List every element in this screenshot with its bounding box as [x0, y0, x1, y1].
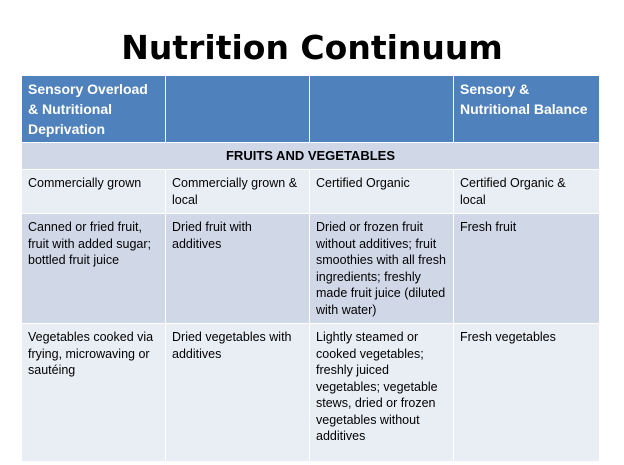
nutrition-continuum-table [21, 75, 600, 462]
table-row [22, 170, 600, 214]
table-cell: Certified Organic [310, 170, 454, 214]
table-row [22, 324, 600, 462]
table-cell: Certified Organic & local [454, 170, 600, 214]
table-cell: Canned or fried fruit, fruit with added sugar; bottled fruit juice [22, 214, 166, 324]
header-sensory-balance: Sensory & Nutritional Balance [454, 76, 600, 143]
table-header-row [22, 76, 600, 143]
header-blank-3 [310, 76, 454, 143]
header-blank-2 [166, 76, 310, 143]
table-cell: Lightly steamed or cooked vegetables; freshly juiced vegetables; vegetable stews, dried or frozen vegetables without additives [310, 324, 454, 462]
table-cell: Dried vegetables with additives [166, 324, 310, 462]
table-cell: Commercially grown [22, 170, 166, 214]
table-cell: Vegetables cooked via frying, microwaving or sautéing [22, 324, 166, 462]
slide-title: Nutrition Continuum [121, 28, 503, 67]
header-sensory-overload: Sensory Overload & Nutritional Deprivation [22, 76, 166, 143]
table-row [22, 214, 600, 324]
section-row [22, 143, 600, 170]
table-cell: Fresh fruit [454, 214, 600, 324]
table-cell: Fresh vegetables [454, 324, 600, 462]
section-fruits-vegetables: FRUITS AND VEGETABLES [22, 143, 600, 170]
table-cell: Dried or frozen fruit without additives; fruit smoothies with all fresh ingredients; freshly made fruit juice (diluted with water) [310, 214, 454, 324]
table-cell: Commercially grown & local [166, 170, 310, 214]
table-cell: Dried fruit with additives [166, 214, 310, 324]
